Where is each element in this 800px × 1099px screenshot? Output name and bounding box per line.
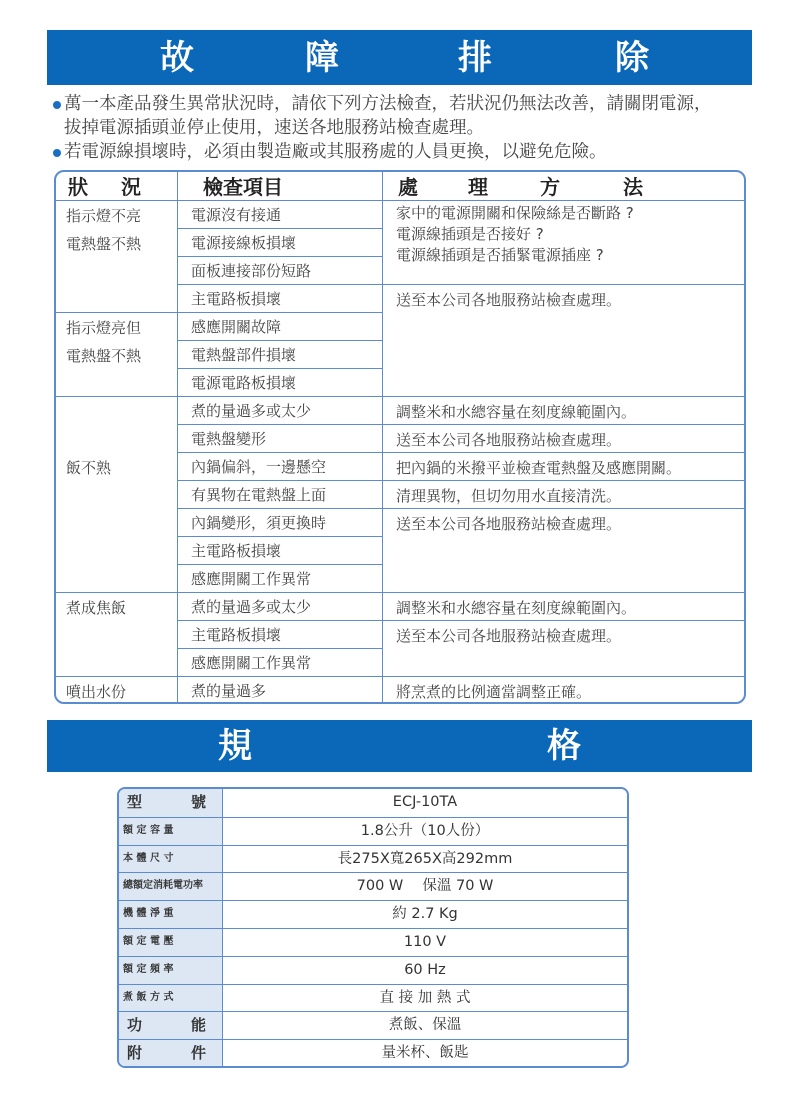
check-item-text: 內鍋變形，須更換時	[191, 514, 327, 532]
check-item-text: 煮的量過多或太少	[191, 598, 312, 616]
spec-label: 總額定消耗電功率	[119, 873, 223, 900]
spec-label: 型 號	[119, 789, 223, 817]
spec-row	[119, 845, 627, 873]
check-item-text: 電源電路板損壞	[191, 374, 297, 392]
spec-label: 附 件	[119, 1040, 223, 1067]
troubleshooting-banner	[47, 30, 752, 85]
spec-value: 量米杯、飯匙	[381, 1045, 469, 1062]
spec-row	[119, 956, 627, 984]
banner-title-char: 除	[615, 37, 649, 78]
spec-value: 60 Hz	[404, 961, 446, 978]
method-text: 送至本公司各地服務站檢查處理。	[396, 431, 622, 449]
spec-row	[119, 1039, 627, 1067]
row-divider	[382, 676, 744, 677]
check-item-text: 面板連接部份短路	[191, 262, 312, 280]
row-divider	[56, 396, 178, 397]
troubleshooting-table	[54, 170, 746, 704]
check-item-text: 感應開關工作異常	[191, 570, 312, 588]
method-text: 調整米和水總容量在刻度線範圍內。	[396, 599, 637, 617]
spec-label: 額 定 頻 率	[119, 957, 223, 984]
banner-title-char: 排	[458, 37, 492, 78]
spec-row	[119, 817, 627, 845]
check-item-text: 煮的量過多	[191, 682, 267, 700]
banner-title-char: 格	[547, 726, 581, 766]
check-item-text: 感應開關故障	[191, 318, 282, 336]
header-status-char: 況	[121, 175, 141, 199]
note-text: 萬一本產品發生異常狀況時，請依下列方法檢查，若狀況仍無法改善，請關閉電源，	[64, 94, 712, 114]
method-text: 送至本公司各地服務站檢查處理。	[396, 291, 622, 309]
check-item-text: 煮的量過多或太少	[191, 402, 312, 420]
row-divider	[56, 592, 178, 593]
row-divider	[382, 452, 744, 453]
note-item	[50, 92, 760, 140]
row-divider	[382, 620, 744, 621]
spec-row	[119, 984, 627, 1012]
check-item-text: 內鍋偏斜，一邊懸空	[191, 458, 327, 476]
header-method-char: 方	[540, 175, 560, 199]
method-text: 送至本公司各地服務站檢查處理。	[396, 515, 622, 533]
method-text: 家中的電源開關和保險絲是否斷路 ?	[396, 204, 634, 222]
check-item-text: 主電路板損壞	[191, 542, 282, 560]
spec-label: 機 體 淨 重	[119, 901, 223, 928]
method-text: 將烹煮的比例適當調整正確。	[396, 683, 592, 701]
banner-title-char: 故	[160, 37, 194, 78]
spec-value: 直 接 加 熱 式	[379, 989, 471, 1006]
troubleshooting-notes	[50, 92, 760, 164]
spec-label: 煮 飯 方 式	[119, 985, 223, 1012]
banner-title-char: 障	[305, 37, 339, 78]
header-check: 檢查項目	[203, 175, 283, 199]
spec-label: 額 定 容 量	[119, 818, 223, 845]
row-divider	[56, 312, 178, 313]
row-divider	[382, 284, 744, 285]
row-divider	[56, 676, 178, 677]
spec-label: 額 定 電 壓	[119, 929, 223, 956]
spec-row	[119, 872, 627, 900]
row-divider	[382, 592, 744, 593]
spec-value: 700 W 保溫 70 W	[356, 878, 494, 895]
method-text: 清理異物，但切勿用水直接清洗。	[396, 487, 622, 505]
note-text: 若電源線損壞時，必須由製造廠或其服務處的人員更換，以避免危險。	[64, 142, 607, 162]
status-text: 噴出水份	[66, 683, 127, 701]
spec-value: 110 V	[403, 934, 447, 950]
note-item	[50, 140, 760, 164]
header-status-char: 狀	[68, 175, 88, 199]
check-item-text: 電熱盤變形	[191, 430, 267, 448]
spec-value: 長275X寬265X高292mm	[337, 850, 513, 867]
note-text: 拔掉電源插頭並停止使用，速送各地服務站檢查處理。	[64, 118, 484, 138]
method-text: 電源線插頭是否接好 ?	[396, 225, 544, 243]
check-item-text: 主電路板損壞	[191, 290, 282, 308]
method-text: 把內鍋的米撥平並檢查電熱盤及感應開關。	[396, 459, 682, 477]
status-text: 指示燈不亮	[66, 207, 142, 225]
bullet-icon	[53, 149, 61, 157]
bullet-icon	[53, 101, 61, 109]
column-divider	[177, 172, 178, 702]
spec-row	[119, 928, 627, 956]
status-text: 指示燈亮但	[66, 319, 142, 337]
status-text: 煮成焦飯	[66, 599, 127, 617]
check-item-text: 電熱盤部件損壞	[191, 346, 297, 364]
spec-row	[119, 1011, 627, 1039]
spec-row	[119, 900, 627, 928]
spec-label: 本 體 尺 寸	[119, 846, 223, 873]
check-item-text: 主電路板損壞	[191, 626, 282, 644]
row-divider	[382, 396, 744, 397]
row-divider	[56, 200, 744, 201]
check-item-text: 電源沒有接通	[191, 206, 282, 224]
header-method-char: 法	[623, 175, 643, 199]
method-text: 調整米和水總容量在刻度線範圍內。	[396, 403, 637, 421]
spec-value: 1.8公升（10人份）	[360, 822, 490, 839]
status-text: 電熱盤不熱	[66, 235, 142, 253]
row-divider	[382, 424, 744, 425]
row-divider	[382, 508, 744, 509]
check-item-text: 有異物在電熱盤上面	[191, 486, 327, 504]
row-divider	[382, 480, 744, 481]
spec-value: ECJ-10TA	[392, 794, 458, 810]
spec-value: 煮飯、保溫	[388, 1017, 462, 1034]
status-text: 電熱盤不熱	[66, 347, 142, 365]
check-item-text: 電源接線板損壞	[191, 234, 297, 252]
spec-label: 功 能	[119, 1012, 223, 1039]
specifications-banner	[47, 720, 752, 772]
header-method-char: 理	[468, 175, 488, 199]
spec-row	[119, 789, 627, 817]
method-text: 送至本公司各地服務站檢查處理。	[396, 627, 622, 645]
status-text: 飯不熟	[66, 459, 112, 477]
method-text: 電源線插頭是否插緊電源插座 ?	[396, 246, 604, 264]
header-method-char: 處	[398, 175, 418, 199]
spec-value: 約 2.7 Kg	[392, 906, 458, 923]
specifications-table	[117, 787, 629, 1068]
banner-title-char: 規	[218, 726, 252, 766]
column-divider	[382, 172, 383, 702]
check-item-text: 感應開關工作異常	[191, 654, 312, 672]
